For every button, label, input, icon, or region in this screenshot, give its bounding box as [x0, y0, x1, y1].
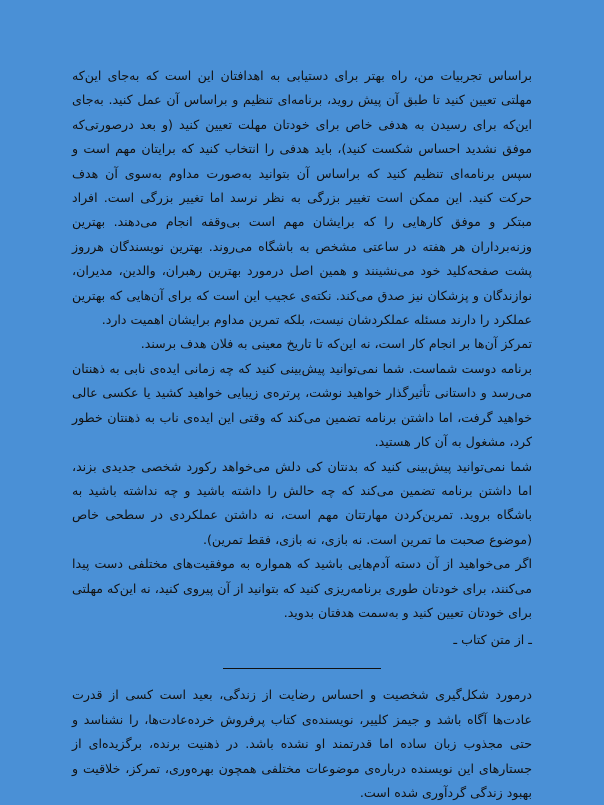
excerpt-paragraph-2: تمرکز آن‌ها بر انجام کار است، نه این‌که تا تاریخ معینی به فلان هدف برسند. [140, 336, 532, 352]
excerpt-section [72, 64, 532, 625]
divider-line [223, 668, 381, 669]
excerpt-paragraph-4: شما نمی‌توانید پیش‌بینی کنید که بدنتان کی دلش می‌خواهد رکورد شخصی جدیدی بزند، اما داشتن برنامه تضمین می‌کند که چه حالش را داشته باشید و چه نداشته باشید به باشگاه بروید. تمرین‌کردن مهارتتان مهم است، نه داشتن عملکردی در سطحی خاص (موضوع صحبت ما تمرین است. نه بازی، نه بازی، فقط تمرین). [72, 458, 532, 547]
excerpt-paragraph-1: براساس تجربیات من، راه بهتر برای دستیابی به اهدافتان این است که به‌جای این‌که مهلتی تعیین کنید تا طبق آن پیش روید، برنامه‌ای تنظیم و براساس آن عمل کنید. به‌جای این‌که برای رسیدن به هدفی خاص برای خودتان مهلت تعیین کنید (و بعد درصورتی‌که موفق نشدید احساس شکست کنید)، باید هدفی را انتخاب کنید که برایتان مهم است و سپس برنامه‌ای تنظیم کنید که براساس آن بتوانید به‌صورت مداوم به‌سوی آن هدف حرکت کنید. این ممکن است تغییر بزرگی به نظر نرسد اما تغییر بزرگی است. افراد مبتکر و موفق کارهایی را که برایشان مهم است بی‌وقفه انجام می‌دهند. بهترین وزنه‌برداران هر هفته در ساعتی مشخص به باشگاه می‌روند. بهترین نویسندگان هرروز پشت صفحه‌کلید خود می‌نشینند و همین اصل درمورد بهترین رهبران، والدین، مدیران، نوازندگان و پزشکان نیز صدق می‌کند. نکته‌ی عجیب این است که برای آن‌هایی که بهترین عملکرد را دارند مسئله عملکردشان نیست، بلکه تمرین مداوم برایشان اهمیت دارد. [72, 68, 532, 328]
excerpt-paragraph-3: برنامه دوست شماست. شما نمی‌توانید پیش‌بینی کنید که چه زمانی ایده‌ی نابی به ذهنتان می‌رسد و داستانی تأثیرگذار خواهید نوشت، پرتره‌ی زیبایی خواهید کشید یا عکسی عالی خواهید گرفت، اما داشتن برنامه تضمین می‌کند که وقتی این ایده‌ی ناب به ذهنتان خطور کرد، مشغول به آن کار هستید. [72, 360, 532, 450]
excerpt-source: ـ از متن کتاب ـ [453, 632, 532, 648]
book-description: درمورد شکل‌گیری شخصیت و احساس رضایت از زندگی، بعید است کسی از قدرت عادت‌ها آگاه باشد و جیمز کلییر، نویسنده‌ی کتاب پرفروش خرده‌عادت‌ها، را نشناسد و حتی مجذوب زبان ساده اما قدرتمند او نشده باشد. در ذهنیت برنده، برگزیده‌ای از جستارهای این نویسنده درباره‌ی موضوعات مختلفی همچون بهره‌وری، تمرکز، خلاقیت و بهبود زندگی گردآوری شده است. [72, 687, 532, 800]
excerpt-paragraph-5: اگر می‌خواهید از آن دسته آدم‌هایی باشید که همواره به موفقیت‌های مختلفی دست پیدا می‌کنند، برای خودتان طوری برنامه‌ریزی کنید که بتوانید از آن پیروی کنید، نه این‌که مهلتی برای خودتان تعیین کنید و به‌سمت هدفتان بدوید. [72, 556, 532, 620]
